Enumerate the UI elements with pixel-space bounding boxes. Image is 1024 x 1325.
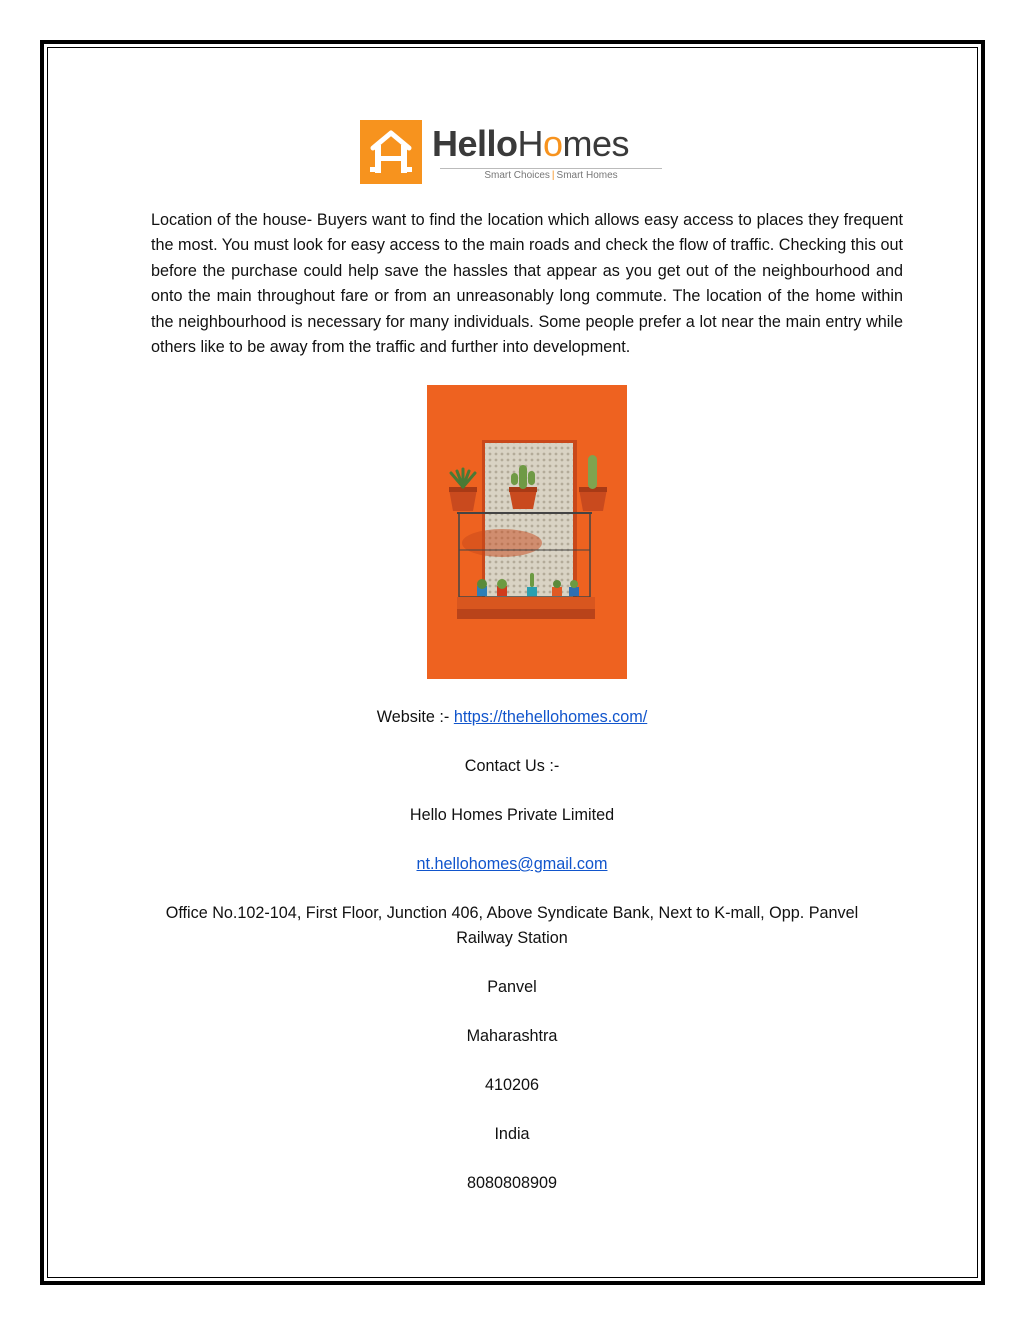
logo-word-o: o xyxy=(543,123,563,164)
pincode: 410206 xyxy=(484,1076,540,1094)
email-link[interactable]: nt.hellohomes@gmail.com xyxy=(416,855,608,873)
website-link[interactable]: https://thehellohomes.com/ xyxy=(453,708,648,726)
website-label: Website :- xyxy=(376,708,454,726)
logo-word-mes: mes xyxy=(562,123,630,164)
logo-mark xyxy=(360,120,422,184)
logo-tag-right: Smart Homes xyxy=(556,170,618,181)
city: Panvel xyxy=(487,978,537,996)
country: India xyxy=(494,1125,530,1143)
logo-tagline xyxy=(432,170,670,181)
balcony-photo xyxy=(427,385,627,679)
logo-wordmark xyxy=(432,124,629,164)
address-line-1: Office No.102-104, First Floor, Junction 406, Above Syndicate Bank, Next to K-mall, Opp. Panvel xyxy=(165,904,859,922)
email-line xyxy=(0,852,1024,877)
phone-number: 8080808909 xyxy=(466,1174,558,1192)
address-line-2: Railway Station xyxy=(456,929,568,947)
logo-word-h: H xyxy=(517,123,544,164)
logo-tag-separator: | xyxy=(551,170,555,181)
website-line xyxy=(0,705,1024,730)
body-paragraph: Location of the house- Buyers want to find the location which allows easy access to places they frequent the most. You must look for easy access to the main roads and check the flow of traffic. Checking this out before the purchase could help save the hassles that appear as you get out of the neighbourhood and onto the main throughout fare or from an unreasonably long commute. The location of the home within the neighbourhood is necessary for many individuals. Some people prefer a lot near the main entry while others like to be away from the traffic and further into development. xyxy=(151,211,903,357)
hellohomes-logo xyxy=(360,120,670,184)
balcony-plants-image xyxy=(427,385,627,679)
state: Maharashtra xyxy=(466,1027,558,1045)
logo-word-hello: Hello xyxy=(432,123,518,164)
contact-heading: Contact Us :- xyxy=(464,757,560,775)
company-name: Hello Homes Private Limited xyxy=(409,806,615,824)
house-h-icon xyxy=(360,120,422,184)
logo-tag-left: Smart Choices xyxy=(484,170,550,181)
logo-divider xyxy=(440,168,662,169)
